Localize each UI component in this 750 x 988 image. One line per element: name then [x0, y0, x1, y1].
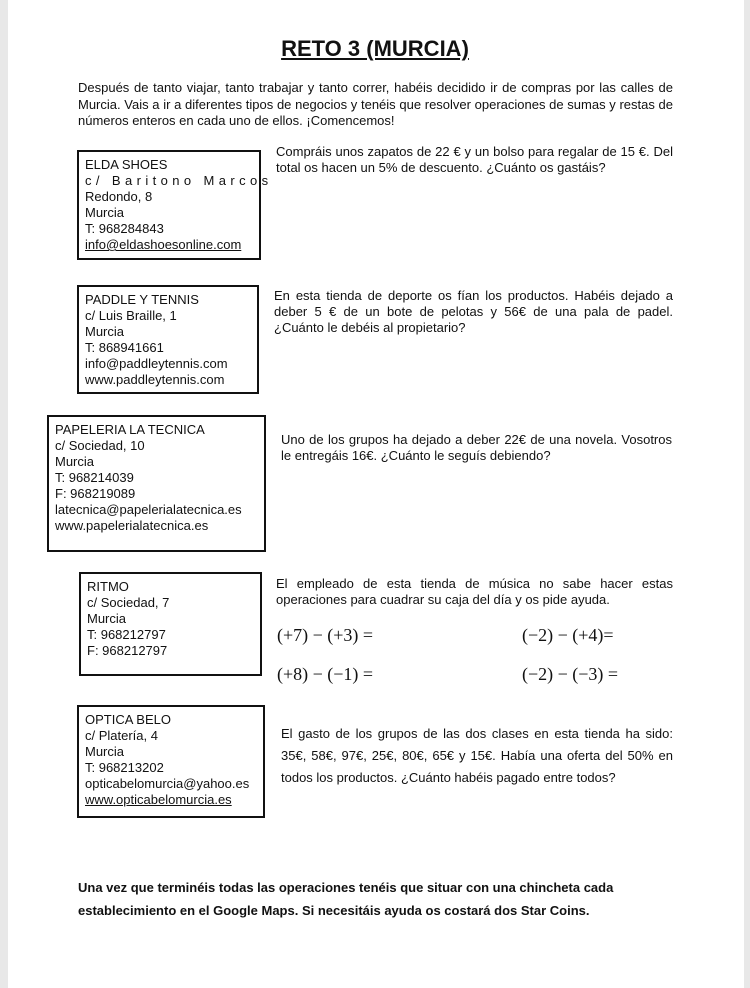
shop-city: Murcia	[55, 454, 95, 469]
shop-card-ritmo	[79, 572, 262, 676]
shop-fax: F: 968219089	[55, 486, 136, 501]
shop-city: Murcia	[85, 205, 125, 220]
shop-name: RITMO	[87, 579, 129, 594]
question-ritmo: El empleado de esta tienda de música no sabe hacer estas operaciones para cuadrar su caja del día y os pide ayuda.	[276, 576, 673, 607]
shop-email: latecnica@papelerialatecnica.es	[55, 502, 242, 517]
question-papeleria-la-tecnica: Uno de los grupos ha dejado a deber 22€ de una novela. Vosotros le entregáis 16€. ¿Cuánto le seguís debiendo?	[281, 432, 672, 463]
shop-email: opticabelomurcia@yahoo.es	[85, 776, 250, 791]
operation-3: (+8) − (−1) =	[277, 664, 374, 684]
shop-address: c/ Luis Braille, 1	[85, 308, 177, 323]
shop-name: PADDLE Y TENNIS	[85, 292, 199, 307]
question-paddle-y-tennis: En esta tienda de deporte os fían los productos. Habéis dejado a deber 5 € de un bote de pelotas y 56€ de una pala de padel. ¿Cuánto le debéis al propietario?	[274, 288, 673, 335]
shop-fax: F: 968212797	[87, 643, 168, 658]
shop-phone: T: 968214039	[55, 470, 134, 485]
shop-phone: T: 968212797	[87, 627, 166, 642]
shop-card-optica-belo	[77, 705, 265, 818]
intro-paragraph: Después de tanto viajar, tanto trabajar y tanto correr, habéis decidido ir de compras por las calles de Murcia. Vais a ir a diferentes tipos de negocios y tenéis que resolver operaciones de sumas y restas de números enteros en cada uno de ellos. ¡Comencemos!	[78, 80, 673, 128]
shop-card-papeleria-la-tecnica	[47, 415, 266, 552]
shop-website: www.papelerialatecnica.es	[55, 518, 209, 533]
shop-email-link[interactable]: info@eldashoesonline.com	[85, 237, 242, 252]
shop-address: c/ Sociedad, 10	[55, 438, 145, 453]
shop-address: Redondo, 8	[85, 189, 153, 204]
footer-instructions: Una vez que terminéis todas las operaciones tenéis que situar con una chincheta cada establecimiento en el Google Maps. Si necesitáis ayuda os costará dos Star Coins.	[78, 880, 614, 918]
shop-address: c/ Platería, 4	[85, 728, 158, 743]
shop-address: c/ Sociedad, 7	[87, 595, 170, 610]
shop-website-link[interactable]: www.opticabelomurcia.es	[85, 792, 232, 807]
shop-address: c/ Baritono Marcos	[85, 173, 273, 188]
shop-website: www.paddleytennis.com	[85, 372, 225, 387]
page-title: RETO 3 (MURCIA)	[281, 36, 469, 61]
shop-email: info@paddleytennis.com	[85, 356, 228, 371]
question-elda-shoes: Compráis unos zapatos de 22 € y un bolso para regalar de 15 €. Del total os hacen un 5% de descuento. ¿Cuánto os gastáis?	[276, 144, 673, 175]
operation-4: (−2) − (−3) =	[522, 664, 619, 684]
shop-city: Murcia	[87, 611, 127, 626]
shop-phone: T: 868941661	[85, 340, 164, 355]
shop-phone: T: 968213202	[85, 760, 164, 775]
shop-name: PAPELERIA LA TECNICA	[55, 422, 205, 437]
question-optica-belo: El gasto de los grupos de las dos clases en esta tienda ha sido: 35€, 58€, 97€, 25€, 80€, 65€ y 15€. Había una oferta del 50% en todos los productos. ¿Cuánto habéis pagado entre todos?	[281, 726, 673, 785]
shop-city: Murcia	[85, 744, 125, 759]
shop-city: Murcia	[85, 324, 125, 339]
shop-name: ELDA SHOES	[85, 157, 168, 172]
shop-name: OPTICA BELO	[85, 712, 171, 727]
operation-2: (−2) − (+4)=	[522, 625, 614, 645]
shop-card-paddle-y-tennis	[77, 285, 259, 394]
shop-phone: T: 968284843	[85, 221, 164, 236]
operation-1: (+7) − (+3) =	[277, 625, 374, 645]
shop-card-elda-shoes	[77, 150, 273, 260]
